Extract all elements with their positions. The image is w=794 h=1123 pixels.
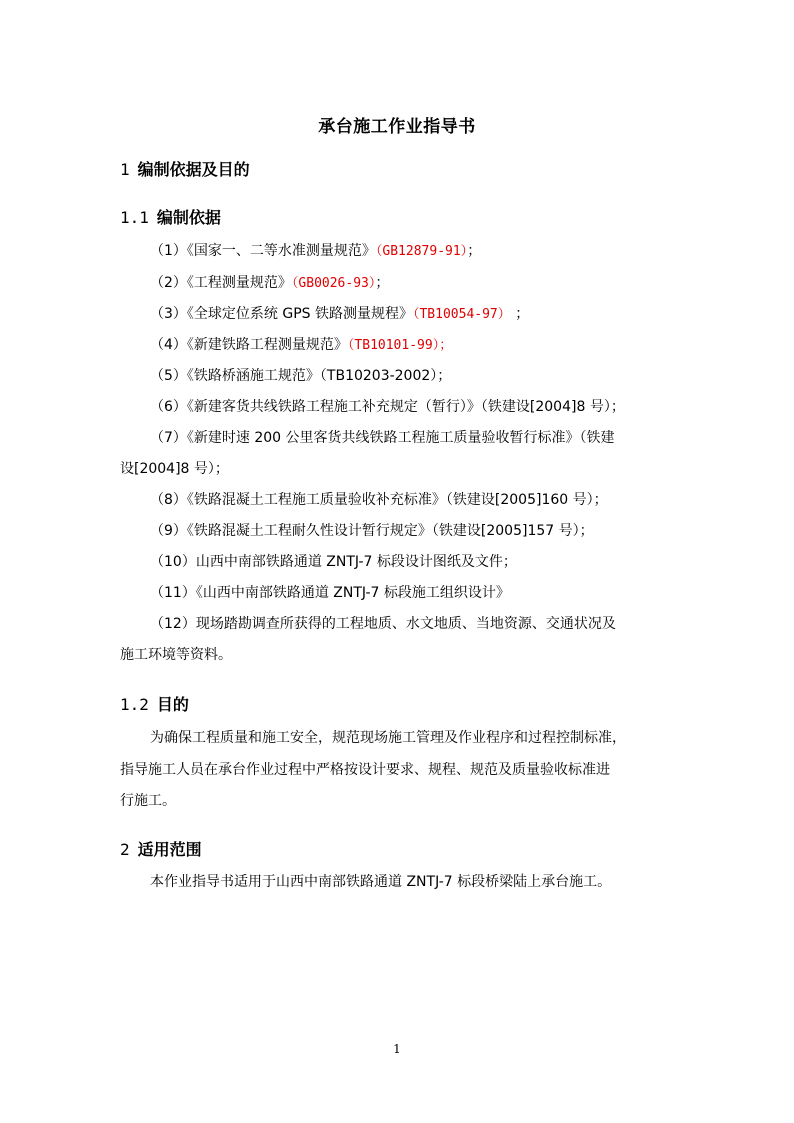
reference-title: （2）《工程测量规范》	[150, 275, 292, 291]
reference-item-7-line-2: 设[2004]8 号）；	[120, 461, 229, 477]
section-title: 适用范围	[137, 840, 202, 859]
purpose-line-3: 行施工。	[120, 793, 176, 809]
purpose-line-1: 为确保工程质量和施工安全，规范现场施工管理及作业程序和过程控制标准，	[150, 730, 626, 746]
section-1-1-heading	[120, 205, 221, 228]
reference-title: （3）《全球定位系统 GPS 铁路测量规程》	[150, 306, 413, 322]
reference-code: （GB12879-91）	[375, 244, 468, 259]
section-title: 目的	[156, 695, 189, 714]
reference-item-4	[150, 329, 710, 362]
section-number: 1.1	[120, 208, 149, 227]
reference-item-11: （11）《山西中南部铁路通道 ZNTJ-7 标段施工组织设计》	[150, 585, 510, 601]
reference-title: （6）《新建客货共线铁路工程施工补充规定（暂行）》（铁建设[2004]8 号）；	[150, 399, 625, 415]
reference-item-8: （8）《铁路混凝土工程施工质量验收补充标准》（铁建设[2005]160 号）；	[150, 492, 608, 508]
reference-code: （TB10101-99）；	[347, 338, 453, 353]
reference-item-5	[150, 360, 710, 392]
section-2-heading	[120, 837, 202, 860]
reference-item-2	[150, 267, 710, 300]
section-number: 1.2	[120, 695, 149, 714]
section-1-2-heading	[120, 692, 189, 715]
reference-item-12-line-1: （12）现场踏勘调查所获得的工程地质、水文地质、当地资源、交通状况及	[150, 616, 616, 632]
document-title: 承台施工作业指导书	[318, 117, 476, 137]
reference-punct: ；	[375, 275, 390, 291]
reference-title: （5）《铁路桥涵施工规范》（TB10203-2002）；	[150, 368, 452, 384]
reference-punct: ；	[510, 306, 530, 322]
section-number: 2	[120, 840, 130, 859]
section-title: 编制依据及目的	[137, 160, 250, 179]
reference-item-10: （10）山西中南部铁路通道 ZNTJ-7 标段设计图纸及文件；	[150, 554, 517, 570]
reference-item-1	[150, 235, 710, 268]
reference-item-12-line-2: 施工环境等资料。	[120, 647, 232, 663]
section-title: 编制依据	[156, 208, 221, 227]
scope-paragraph: 本作业指导书适用于山西中南部铁路通道 ZNTJ-7 标段桥梁陆上承台施工。	[150, 874, 612, 890]
reference-item-7-line-1: （7）《新建时速 200 公里客货共线铁路工程施工质量验收暂行标准》（铁建	[150, 430, 615, 446]
reference-code: （TB10054-97）	[412, 307, 511, 322]
reference-punct: ；	[467, 243, 482, 259]
section-number: 1	[120, 160, 130, 179]
reference-code: （GB0026-93）	[291, 276, 376, 291]
reference-item-9: （9）《铁路混凝土工程耐久性设计暂行规定》（铁建设[2005]157 号）；	[150, 523, 594, 539]
section-1-heading	[120, 157, 250, 180]
reference-title: （4）《新建铁路工程测量规范》	[150, 337, 348, 353]
page-number: 1	[393, 1042, 401, 1056]
reference-title: （1）《国家一、二等水准测量规范》	[150, 243, 376, 259]
purpose-line-2: 指导施工人员在承台作业过程中严格按设计要求、规程、规范及质量验收标准进	[120, 762, 610, 778]
reference-item-6	[150, 391, 710, 423]
reference-item-3	[150, 298, 710, 331]
